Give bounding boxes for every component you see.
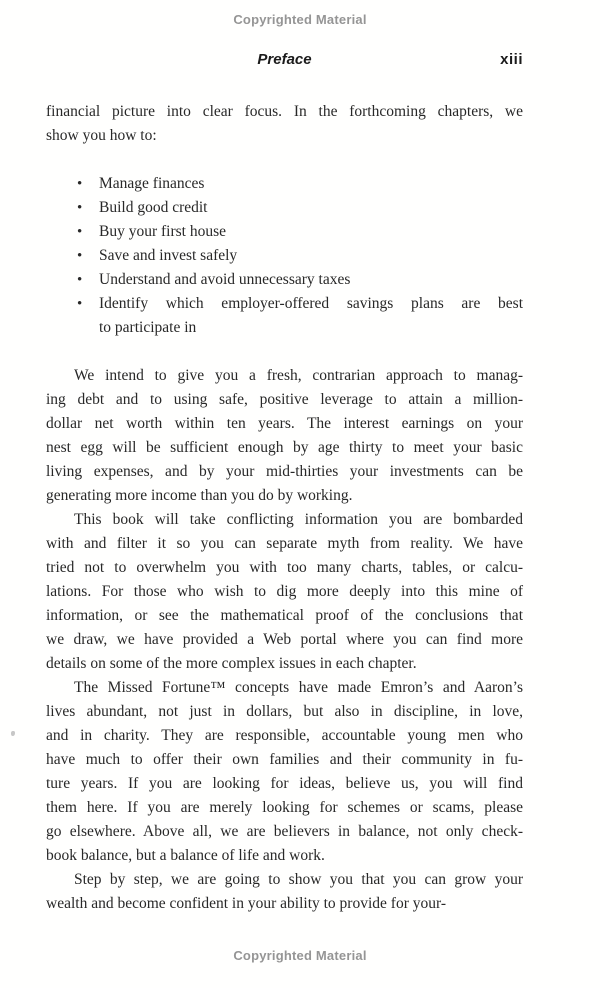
text-line: nest egg will be sufficient enough by age thirty to meet your basic — [46, 439, 523, 456]
text-line: we draw, we have provided a Web portal where you can find more — [46, 631, 523, 648]
text-line: tried not to overwhelm you with too many charts, tables, or calcu- — [46, 559, 523, 576]
paragraph — [46, 508, 523, 676]
text-line: We intend to give you a fresh, contrarian approach to manag- — [74, 367, 523, 384]
bullet-text — [99, 220, 523, 244]
text-line: to participate in — [99, 319, 197, 336]
bullet-text — [99, 172, 523, 196]
text-line: Buy your first house — [99, 223, 227, 240]
text-line: dollar net worth within ten years. The interest earnings on your — [46, 415, 523, 432]
bullet-icon: • — [77, 224, 83, 240]
text-line: living expenses, and by your mid-thirties your investments can be — [46, 463, 523, 480]
list-item — [46, 220, 523, 244]
paragraphs — [46, 364, 523, 916]
list-item — [46, 292, 523, 340]
page-title: Preface — [257, 51, 312, 68]
text-line: details on some of the more complex issues in each chapter. — [46, 655, 417, 672]
running-header — [46, 51, 523, 71]
text-line: wealth and become confident in your ability to provide for your- — [46, 895, 446, 912]
text-line: Manage finances — [99, 175, 205, 192]
text-line: information, or see the mathematical proof of the conclusions that — [46, 607, 523, 624]
bullet-icon: • — [77, 176, 83, 192]
bullet-icon: • — [77, 248, 83, 264]
paragraph — [46, 364, 523, 508]
intro-paragraph — [46, 100, 523, 148]
bullet-icon: • — [77, 296, 83, 312]
text-line: generating more income than you do by working. — [46, 487, 353, 504]
list-item — [46, 172, 523, 196]
text-line: and in charity. They are responsible, accountable young men who — [46, 727, 523, 744]
text-line: financial picture into clear focus. In the forthcoming chapters, we — [46, 103, 523, 120]
page-body — [46, 100, 523, 916]
text-line: go elsewhere. Above all, we are believers in balance, not only check- — [46, 823, 523, 840]
scan-speck — [11, 731, 15, 736]
text-line: Build good credit — [99, 199, 208, 216]
text-line: Save and invest safely — [99, 247, 238, 264]
bullet-list — [46, 172, 523, 340]
text-line: Step by step, we are going to show you that you can grow your — [74, 871, 523, 888]
bullet-icon: • — [77, 272, 83, 288]
text-line: book balance, but a balance of life and work. — [46, 847, 325, 864]
text-line: lives abundant, not just in dollars, but also in discipline, in love, — [46, 703, 523, 720]
page-number: xiii — [500, 51, 523, 68]
text-line: ing debt and to using safe, positive leverage to attain a million- — [46, 391, 523, 408]
text-line: Understand and avoid unnecessary taxes — [99, 271, 351, 288]
list-item — [46, 244, 523, 268]
text-line: ture years. If you are looking for ideas, believe us, you will find — [46, 775, 523, 792]
bullet-text — [99, 292, 523, 340]
bullet-text — [99, 196, 523, 220]
text-line: have much to offer their own families and their community in fu- — [46, 751, 523, 768]
copyright-notice-top: Copyrighted Material — [233, 12, 367, 27]
text-line: lations. For those who wish to dig more deeply into this mine of — [46, 583, 523, 600]
text-line: Identify which employer-offered savings plans are best — [99, 295, 523, 312]
paragraph — [46, 868, 523, 916]
text-line: The Missed Fortune™ concepts have made Emron’s and Aaron’s — [74, 679, 523, 696]
text-line: This book will take conflicting information you are bombarded — [74, 511, 523, 528]
bullet-text — [99, 244, 523, 268]
list-item — [46, 268, 523, 292]
list-item — [46, 196, 523, 220]
text-line: show you how to: — [46, 127, 157, 144]
text-line: them here. If you are merely looking for schemes or scams, please — [46, 799, 523, 816]
copyright-notice-bottom: Copyrighted Material — [233, 948, 367, 963]
text-line: with and filter it so you can separate myth from reality. We have — [46, 535, 523, 552]
bullet-icon: • — [77, 200, 83, 216]
paragraph — [46, 676, 523, 868]
bullet-text — [99, 268, 523, 292]
